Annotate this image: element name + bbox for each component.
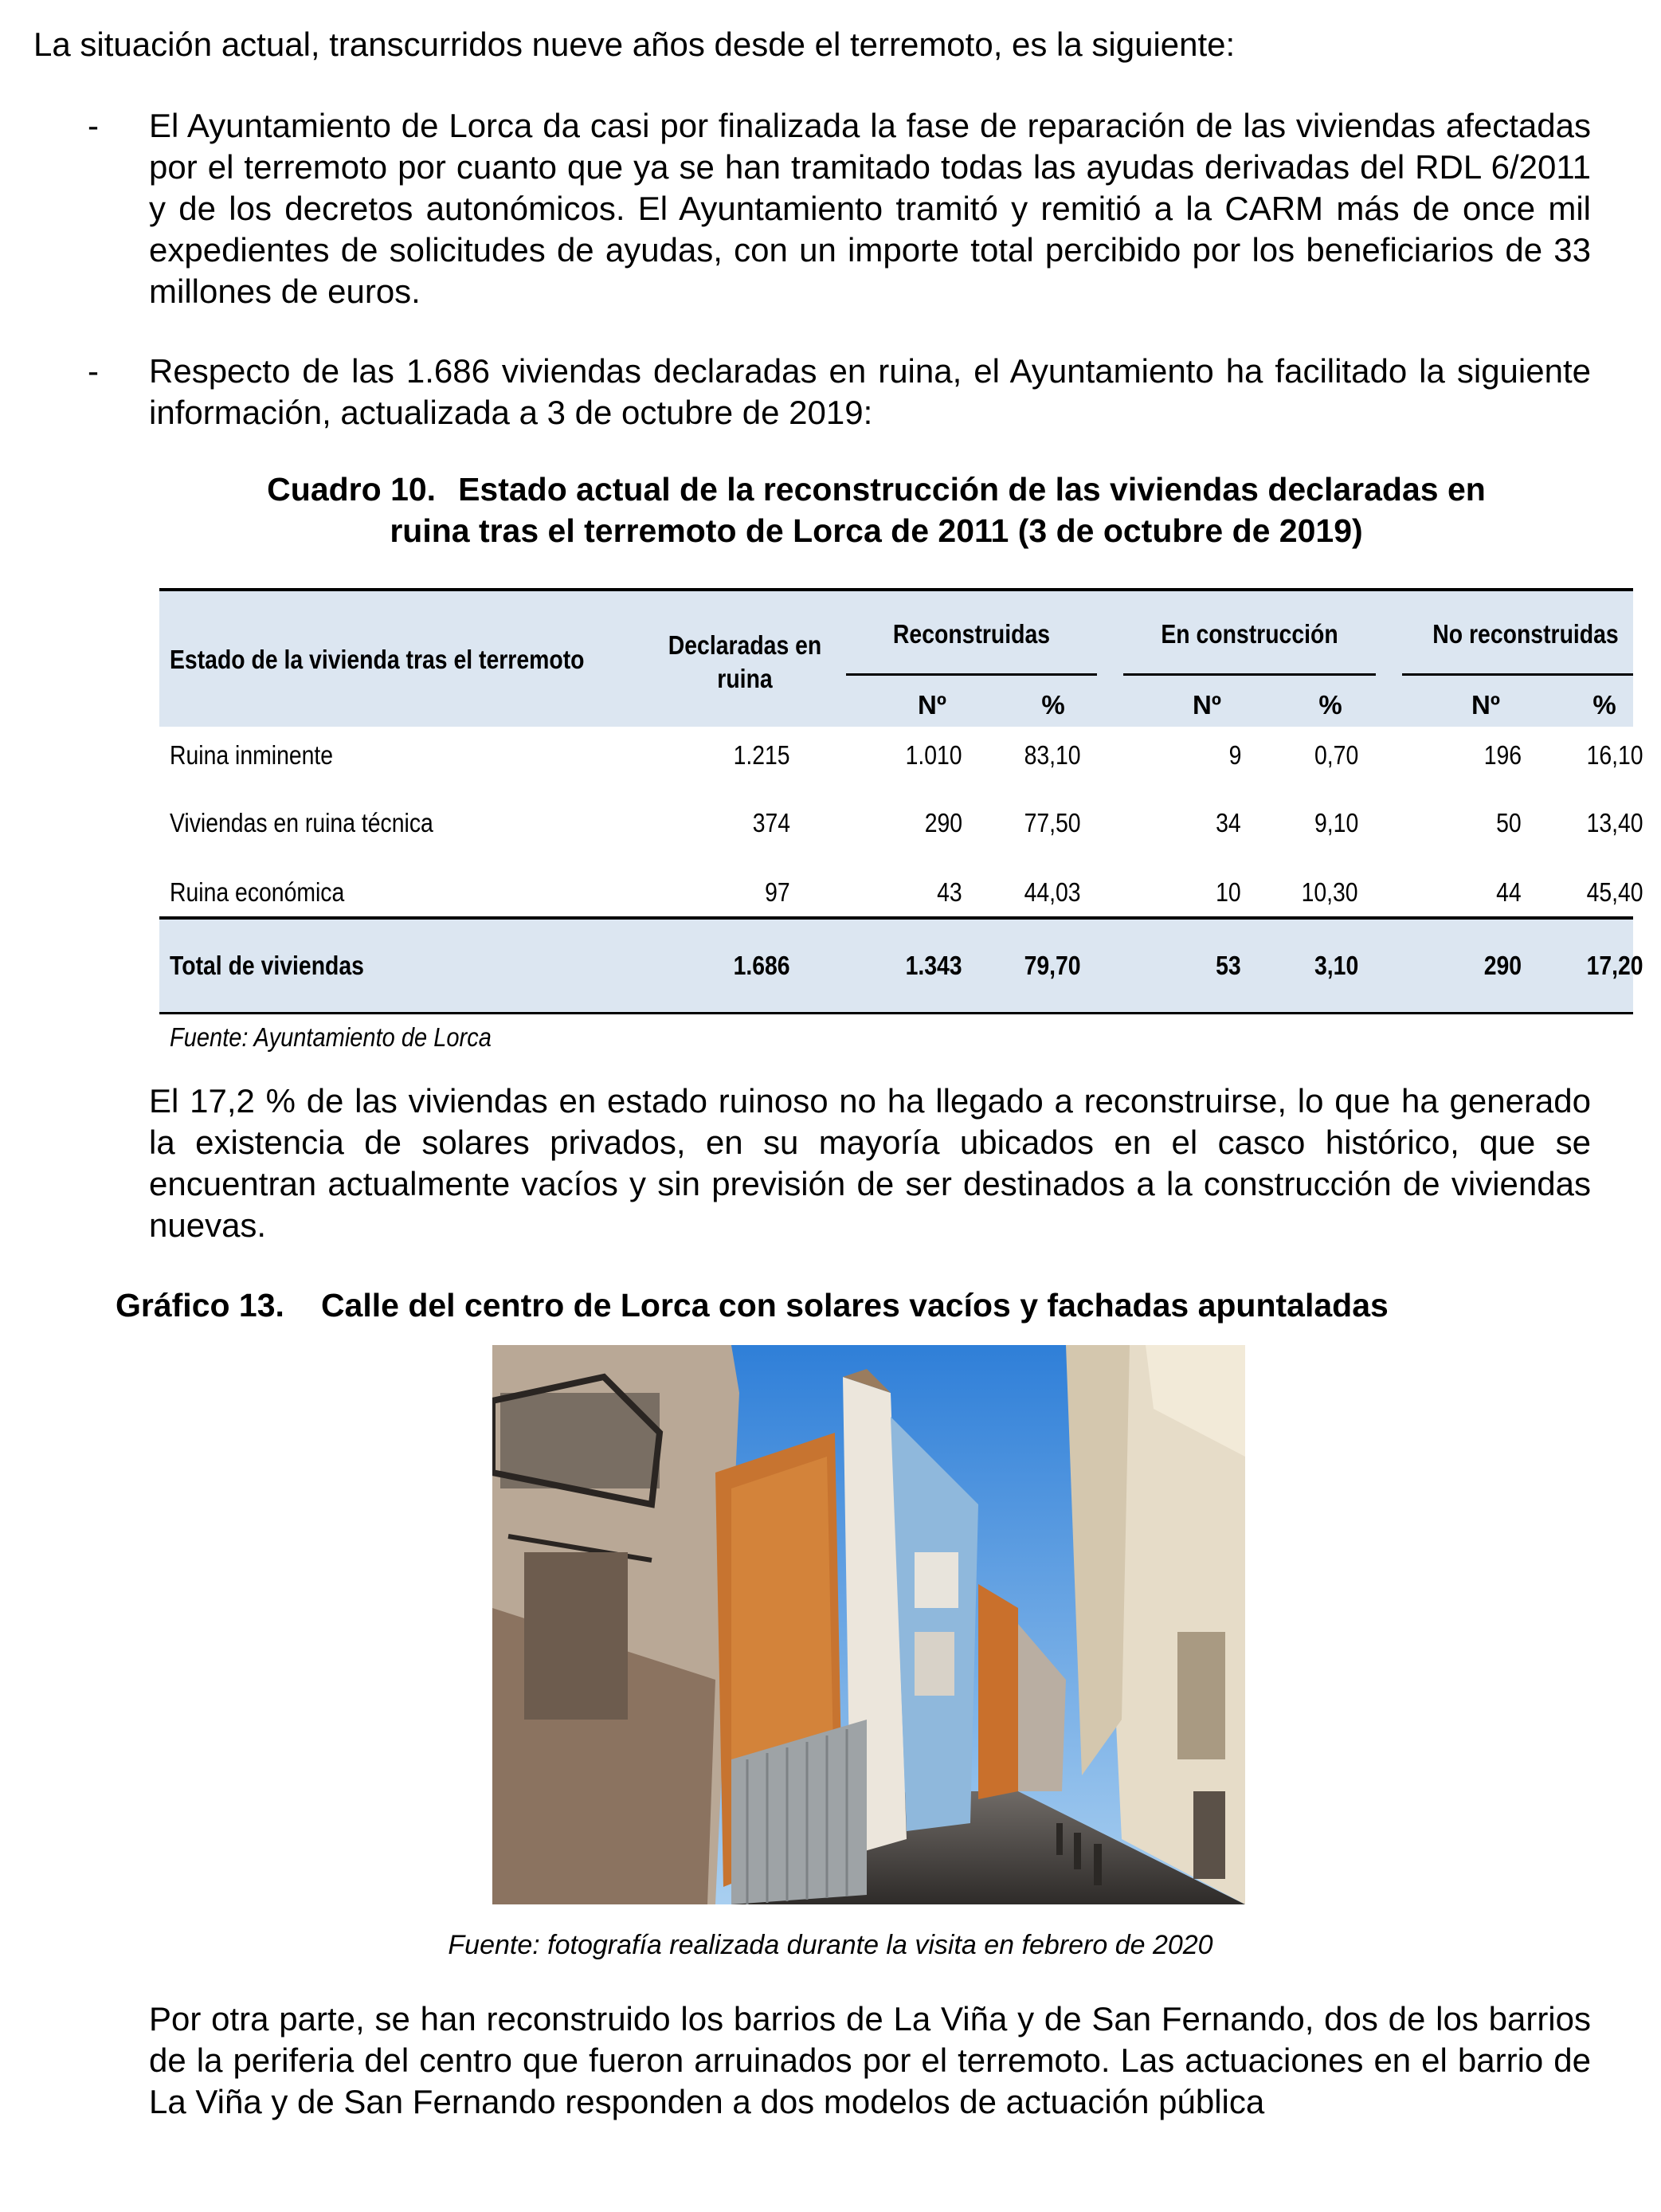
intro-paragraph: La situación actual, transcurridos nueve años desde el terremoto, es la siguiente: xyxy=(33,25,1236,63)
header-pct: % xyxy=(1041,690,1065,720)
header-declaradas-1: Declaradas en xyxy=(668,630,822,660)
total-con-n: 53 xyxy=(1216,951,1241,980)
table-total-band xyxy=(159,920,1633,1012)
header-estado: Estado de la vivienda tras el terremoto xyxy=(170,645,585,674)
row-con-n: 10 xyxy=(1216,877,1241,907)
total-no-n: 290 xyxy=(1483,951,1522,980)
row-con-n: 9 xyxy=(1228,740,1241,770)
table-title-line1: Estado actual de la reconstrucción de las viviendas declaradas en xyxy=(458,471,1486,508)
figure-label: Gráfico 13. xyxy=(116,1287,284,1324)
table-source: Fuente: Ayuntamiento de Lorca xyxy=(170,1022,492,1052)
row-declaradas: 374 xyxy=(752,808,790,837)
bullet-paragraph-1: El Ayuntamiento de Lorca da casi por finalizada la fase de reparación de las viviendas afectadas por el terremoto por cuanto que ya se han tramitado todas las ayudas derivadas del RDL 6/2011 y de los decretos autonómicos. El Ayuntamiento tramitó y remitió a la CARM más de once mil expedientes de solicitudes de ayudas, con un importe total percibido por los beneficiarios de 33 millones de euros. xyxy=(149,107,1591,310)
figure-title: Calle del centro de Lorca con solares vacíos y fachadas apuntaladas xyxy=(320,1287,1389,1324)
header-pct: % xyxy=(1318,690,1342,720)
group-rule xyxy=(1402,673,1633,676)
bullet-dash: - xyxy=(88,352,99,390)
row-con-p: 10,30 xyxy=(1301,877,1358,907)
row-no-p: 16,10 xyxy=(1586,740,1643,770)
row-rec-p: 83,10 xyxy=(1024,740,1081,770)
street-photo-illustration xyxy=(492,1345,1245,1904)
row-estado: Ruina económica xyxy=(170,877,345,907)
closing-paragraph: Por otra parte, se han reconstruido los barrios de La Viña y de San Fernando, dos de los barrios de la periferia del centro que fueron arruinados por el terremoto. Las actuaciones en el barrio de La Viña y de San Fernando responden a dos modelos de actuación pública xyxy=(149,2000,1591,2120)
header-num: Nº xyxy=(1471,690,1500,720)
bullet-dash: - xyxy=(88,107,99,144)
row-declaradas: 1.215 xyxy=(733,740,790,770)
row-no-p: 45,40 xyxy=(1586,877,1643,907)
row-con-p: 9,10 xyxy=(1314,808,1358,837)
row-no-p: 13,40 xyxy=(1586,808,1643,837)
row-declaradas: 97 xyxy=(765,877,790,907)
header-pct: % xyxy=(1592,690,1616,720)
group-rule xyxy=(1123,673,1376,676)
header-no-reconstruidas: No reconstruidas xyxy=(1432,619,1619,649)
row-no-n: 196 xyxy=(1483,740,1522,770)
table-caption xyxy=(147,469,1605,551)
table-top-rule xyxy=(159,588,1633,591)
total-rec-n: 1.343 xyxy=(905,951,962,980)
table-title-line2: ruina tras el terremoto de Lorca de 2011 (3 de octubre de 2019) xyxy=(390,512,1363,549)
row-estado: Ruina inminente xyxy=(170,740,334,770)
row-rec-p: 77,50 xyxy=(1024,808,1081,837)
row-rec-n: 1.010 xyxy=(905,740,962,770)
header-declaradas-2: ruina xyxy=(717,664,773,693)
header-en-construccion: En construcción xyxy=(1161,619,1338,649)
row-rec-n: 43 xyxy=(937,877,962,907)
header-num: Nº xyxy=(918,690,946,720)
row-no-n: 44 xyxy=(1496,877,1522,907)
total-declaradas: 1.686 xyxy=(733,951,790,980)
table-mid-rule xyxy=(159,916,1633,920)
table-bottom-rule xyxy=(159,1012,1633,1014)
table-label: Cuadro 10. xyxy=(267,471,437,508)
total-rec-p: 79,70 xyxy=(1024,951,1081,980)
header-reconstruidas: Reconstruidas xyxy=(892,619,1051,649)
figure-source: Fuente: fotografía realizada durante la visita en febrero de 2020 xyxy=(448,1930,1213,1960)
street-photo xyxy=(492,1345,1245,1904)
row-con-n: 34 xyxy=(1216,808,1241,837)
row-estado: Viviendas en ruina técnica xyxy=(170,808,433,837)
paragraph-after-table: El 17,2 % de las viviendas en estado ruinoso no ha llegado a reconstruirse, lo que ha generado la existencia de solares privados, en su mayoría ubicados en el casco histórico, que se encuentran actualmente vacíos y sin previsión de ser destinados a la construcción de viviendas nuevas. xyxy=(149,1082,1591,1244)
total-con-p: 3,10 xyxy=(1314,951,1358,980)
total-estado: Total de viviendas xyxy=(170,951,364,980)
header-num: Nº xyxy=(1193,690,1221,720)
figure-caption xyxy=(116,1284,1518,1326)
bullet-paragraph-2: Respecto de las 1.686 viviendas declaradas en ruina, el Ayuntamiento ha facilitado la siguiente información, actualizada a 3 de octubre de 2019: xyxy=(149,352,1591,431)
group-rule xyxy=(846,673,1097,676)
row-rec-n: 290 xyxy=(924,808,962,837)
row-rec-p: 44,03 xyxy=(1024,877,1081,907)
row-no-n: 50 xyxy=(1496,808,1522,837)
total-no-p: 17,20 xyxy=(1586,951,1643,980)
row-con-p: 0,70 xyxy=(1314,740,1358,770)
